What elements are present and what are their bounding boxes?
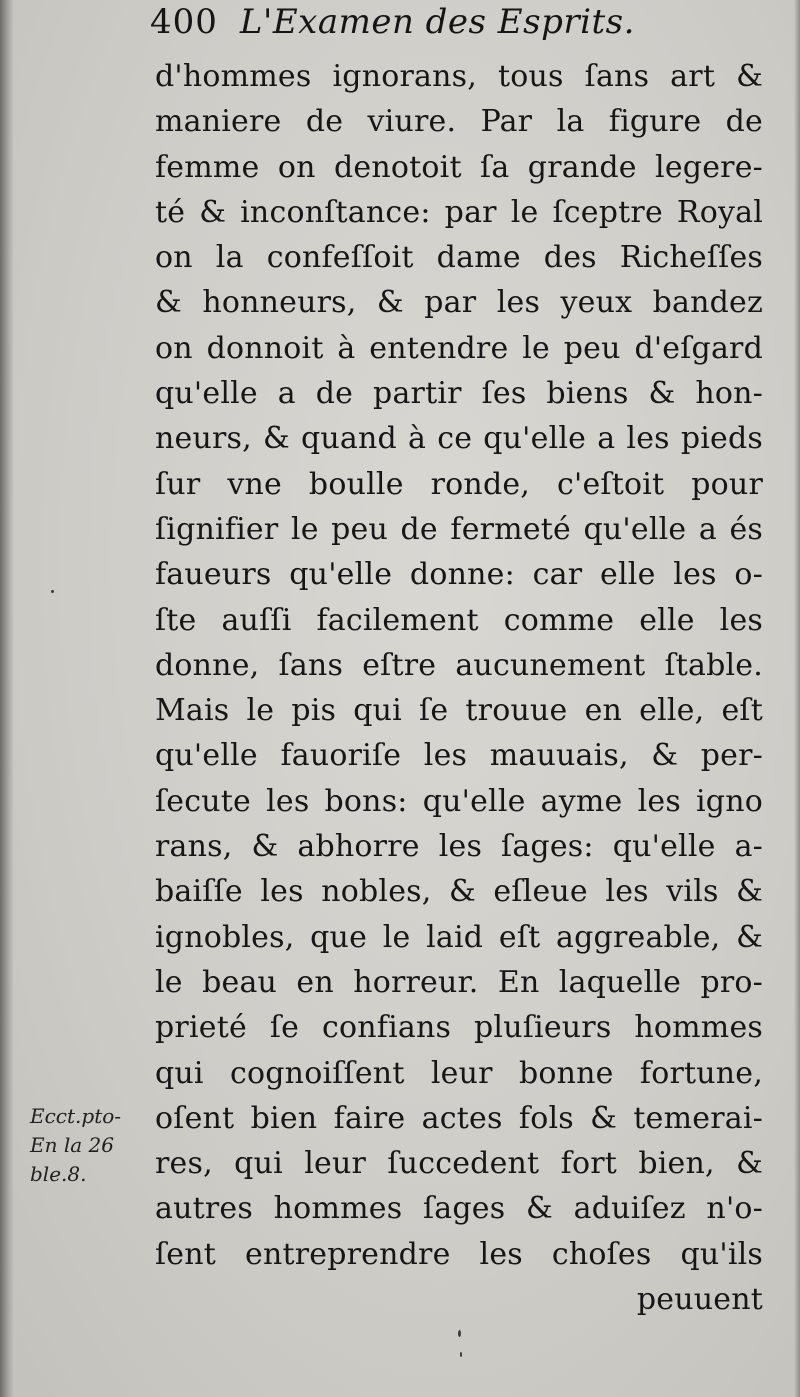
page-number: 400: [150, 2, 218, 42]
text-line: ſent entreprendre les choſes qu'ils: [155, 1236, 763, 1272]
text-line: rans, & abhorre les ſages: qu'elle a-: [155, 829, 763, 865]
text-line: prieté ſe confians pluſieurs hommes: [155, 1010, 763, 1046]
text-line: ſte auſſi facilement comme elle les: [155, 602, 763, 638]
marginal-note-line: ble.8.: [30, 1162, 87, 1186]
text-line: qu'elle fauoriſe les mauuais, & per-: [155, 738, 763, 774]
text-line: maniere de viure. Par la figure de: [155, 104, 763, 140]
ink-speck: [51, 590, 54, 593]
marginal-note-line: Ecct.pto-: [30, 1104, 122, 1128]
text-line: ſecute les bons: qu'elle ayme les igno: [155, 783, 763, 819]
ink-speck: [458, 1330, 461, 1337]
text-line: ignobles, que le laid eſt aggreable, &: [155, 919, 763, 955]
text-line: ſignifier le peu de fermeté qu'elle a és: [155, 511, 763, 547]
text-line: faueurs qu'elle donne: car elle les o-: [155, 557, 763, 593]
catchword: peuuent: [636, 1282, 763, 1318]
text-line: on donnoit à entendre le peu d'eſgard: [155, 330, 763, 366]
text-line: d'hommes ignorans, tous ſans art &: [155, 59, 763, 94]
marginal-note: [30, 1102, 148, 1189]
text-line: té & inconſtance: par le ſceptre Royal: [155, 194, 763, 230]
text-line: Mais le pis qui ſe trouue en elle, eſt: [155, 693, 763, 729]
text-line: autres hommes ſages & aduiſez n'o-: [155, 1191, 763, 1227]
text-line: neurs, & quand à ce qu'elle a les pieds: [155, 421, 763, 457]
page-header: [150, 2, 635, 46]
body-text: [155, 54, 763, 1322]
ink-speck: [460, 1352, 462, 1357]
running-title: L'Examen des Esprits.: [239, 2, 635, 42]
text-line: ſur vne boulle ronde, c'eſtoit pour: [155, 466, 763, 502]
text-line: res, qui leur ſuccedent fort bien, &: [155, 1146, 763, 1182]
text-line: qu'elle a de partir ſes biens & hon-: [155, 376, 763, 412]
text-line: le beau en horreur. En laquelle pro-: [155, 964, 763, 1000]
text-line: baiſſe les nobles, & eſleue les vils &: [155, 874, 763, 910]
text-line: femme on denotoit ſa grande legere-: [155, 149, 763, 185]
text-line: oſent bien faire actes fols & temerai-: [155, 1100, 763, 1136]
text-line: donne, ſans eſtre aucunement ſtable.: [155, 647, 763, 683]
text-line: & honneurs, & par les yeux bandez: [155, 285, 763, 321]
marginal-note-line: En la 26: [30, 1133, 114, 1157]
text-line: qui cognoiſſent leur bonne fortune,: [155, 1055, 763, 1091]
text-line: on la confeſſoit dame des Richeſſes: [155, 240, 763, 276]
